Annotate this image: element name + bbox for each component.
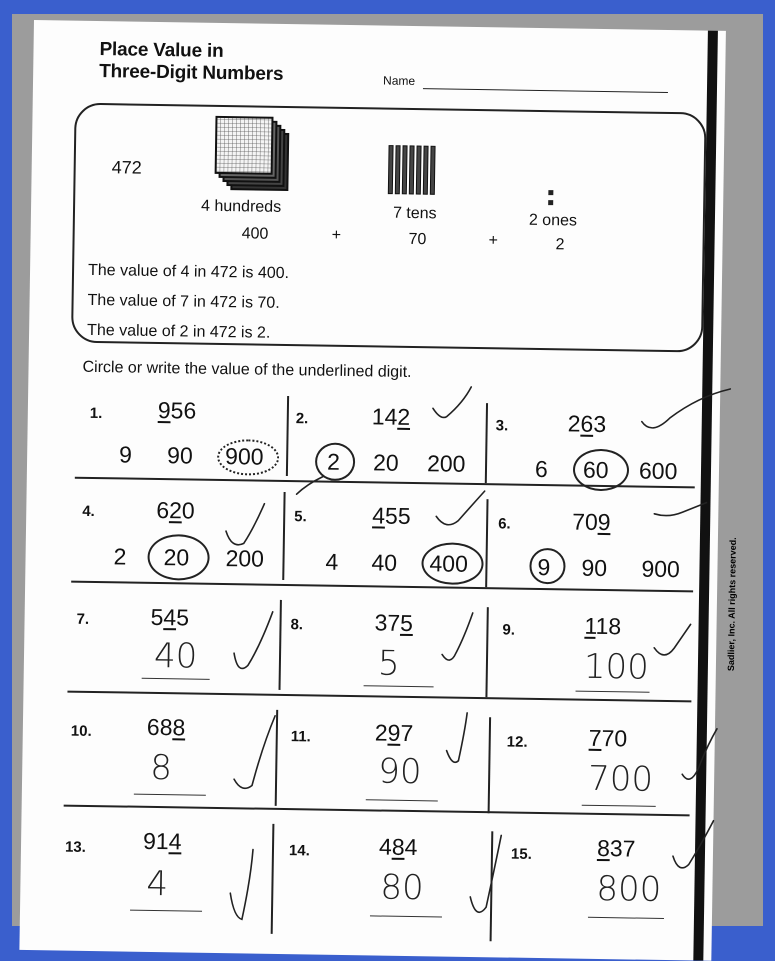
check-mark [673,820,714,868]
choice-option[interactable]: 9 [118,441,133,468]
handwritten-checkmarks [19,20,726,961]
choice-option[interactable]: 40 [371,549,398,576]
check-mark [297,476,323,494]
hundreds-value: 400 [241,225,269,243]
problem-label: 13. [64,838,87,856]
problem-number: 620 [156,496,195,524]
choice-option[interactable]: 900 [224,443,264,470]
problem-number: 837 [596,834,636,862]
handwritten-answer[interactable]: 800 [596,868,662,910]
problem-label: 14. [288,842,310,860]
choice-option[interactable]: 2 [326,448,341,475]
tens-label: 7 tens [392,204,437,223]
problem-number: 770 [588,724,628,752]
problem-label: 7. [76,610,90,628]
check-mark [654,502,706,516]
name-label: Name [382,73,416,88]
problem-label: 3. [495,417,509,435]
problem-label: 2. [295,410,309,428]
ones-value: 2 [555,236,565,254]
problem-number: 709 [571,508,611,536]
check-mark [433,386,471,418]
problem-number: 263 [567,410,607,438]
check-mark [442,612,473,660]
problem-label: 5. [294,508,307,526]
choice-option[interactable]: 2 [113,543,127,570]
choice-option[interactable]: 900 [641,555,681,583]
check-mark [642,388,731,430]
problem-number: 545 [150,603,190,631]
problem-number: 956 [157,396,197,424]
check-mark [470,835,501,913]
plus-sign: + [331,226,342,244]
copyright-notice: Sadlier, Inc. All rights reserved. [725,537,738,672]
problem-label: 10. [70,722,92,740]
problem-label: 6. [498,515,511,533]
example-statement: The value of 4 in 472 is 400. [87,261,290,283]
handwritten-answer[interactable]: 8 [149,747,173,789]
handwritten-answer[interactable]: 5 [377,643,400,684]
choice-option[interactable]: 4 [325,548,339,575]
problem-number: 914 [142,827,182,855]
problem-number: 297 [374,719,414,747]
check-mark [230,849,253,919]
example-number: 472 [111,157,142,178]
handwritten-answer[interactable]: 100 [583,646,650,688]
check-mark [446,713,467,763]
ones-label: 2 ones [528,211,578,230]
worksheet-page [19,20,738,961]
check-mark [436,490,485,525]
handwritten-answer[interactable]: 80 [380,867,424,909]
choice-option[interactable]: 20 [372,449,399,476]
problem-number: 455 [372,502,411,529]
problem-label: 1. [89,404,103,423]
check-mark [234,611,273,669]
problem-label: 15. [510,845,532,863]
choice-option[interactable]: 400 [429,550,469,577]
check-mark [682,728,717,779]
tens-value: 70 [408,230,427,249]
choice-option[interactable]: 90 [581,554,608,582]
example-statement: The value of 2 in 472 is 2. [86,321,271,342]
hundreds-label: 4 hundreds [200,197,282,216]
check-mark [654,624,690,656]
choice-option[interactable]: 200 [225,545,265,572]
check-mark [234,715,275,789]
handwritten-answer[interactable]: 90 [377,751,422,793]
problem-label: 12. [506,733,528,751]
problem-label: 4. [82,502,95,521]
choice-option[interactable]: 600 [638,457,678,485]
problem-number: 142 [371,403,411,430]
plus-sign: + [488,232,499,250]
instructions: Circle or write the value of the underlined digit. [82,358,412,381]
handwritten-answer[interactable]: 40 [153,635,198,677]
problem-label: 8. [290,616,304,634]
choice-option[interactable]: 9 [537,553,551,581]
problem-number: 688 [146,713,186,741]
worksheet-title-line1: Place Value in [99,39,224,62]
example-statement: The value of 7 in 472 is 70. [87,291,280,312]
problem-number: 118 [584,612,622,640]
handwritten-answer[interactable]: 4 [146,863,169,905]
problem-number: 484 [378,833,418,861]
choice-option[interactable]: 20 [163,544,190,571]
choice-option[interactable]: 6 [534,455,549,483]
choice-option[interactable]: 60 [582,456,609,484]
choice-option[interactable]: 200 [426,450,466,477]
worksheet-title-line2: Three-Digit Numbers [99,61,284,85]
choice-option[interactable]: 90 [166,442,193,469]
handwritten-answer[interactable]: 700 [587,758,654,800]
problem-label: 9. [502,621,516,639]
problem-number: 375 [374,609,414,637]
problem-label: 11. [290,728,311,746]
photo-background [12,14,763,926]
check-mark [226,503,265,545]
